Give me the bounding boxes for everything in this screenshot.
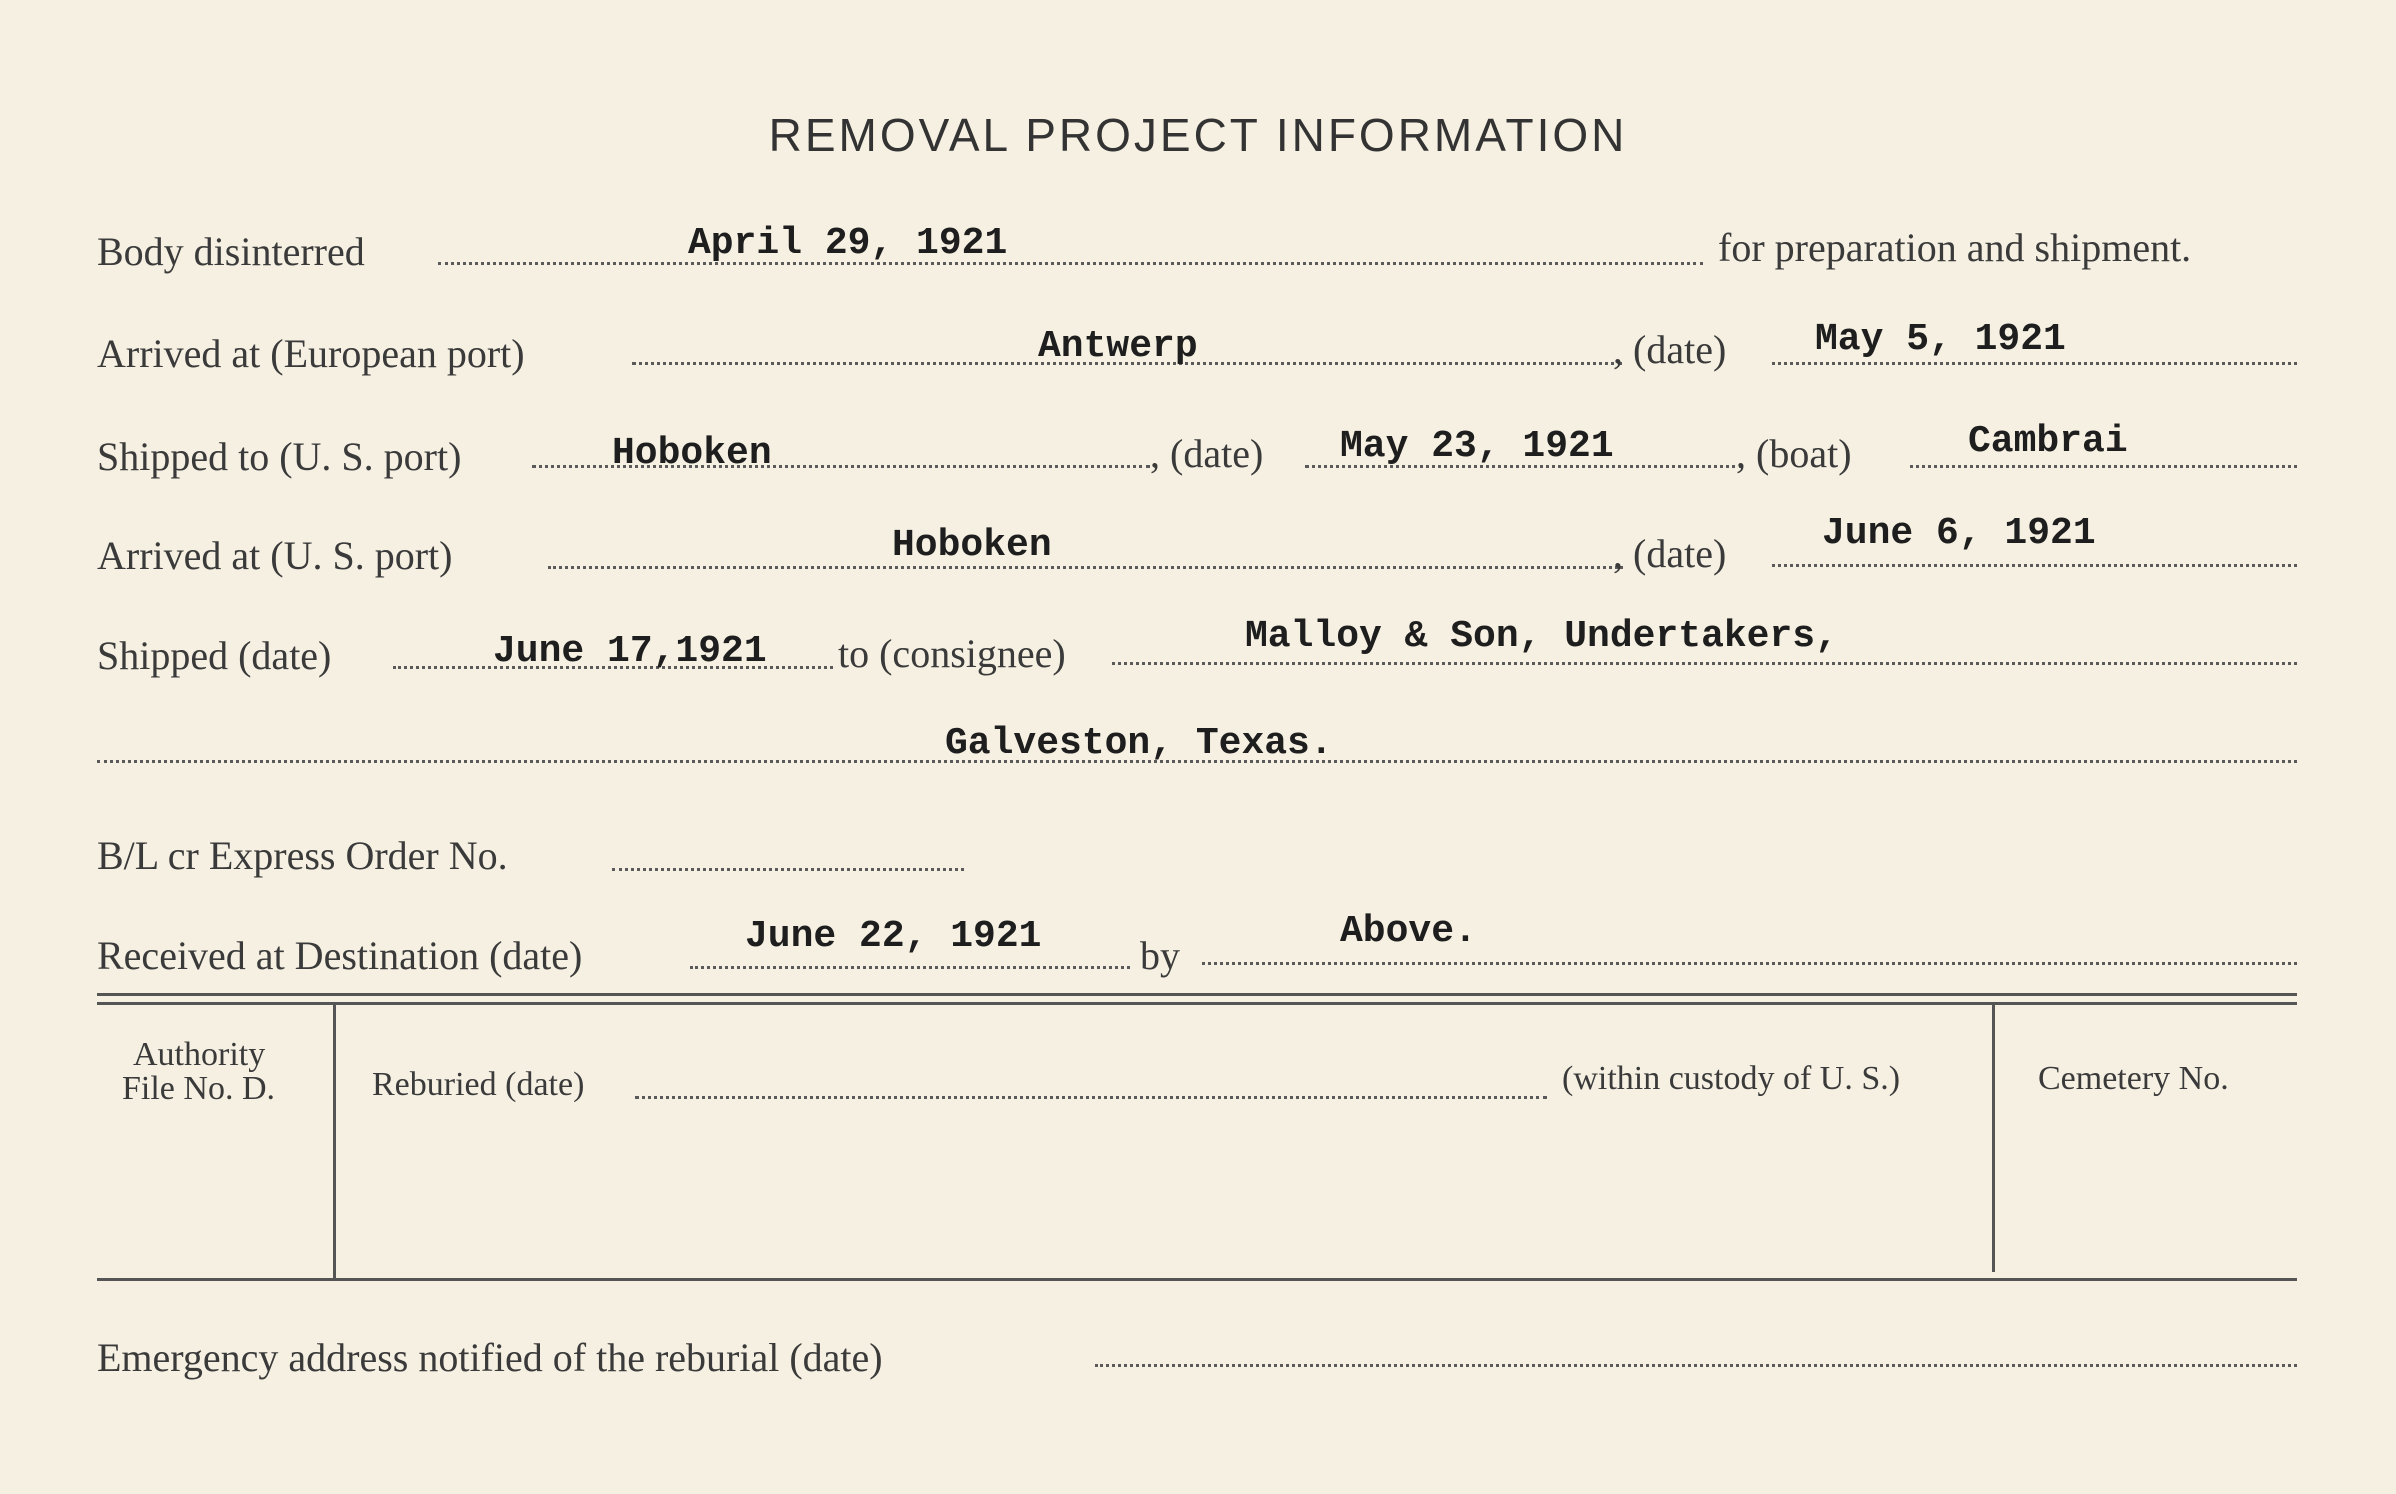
shipped-us-boat: Cambrai <box>1968 420 2128 463</box>
shipped-date-value: June 17,1921 <box>493 630 767 673</box>
consignee-value-1: Malloy & Son, Undertakers, <box>1245 615 1838 658</box>
shipped-us-date-label: , (date) <box>1150 431 1264 476</box>
shipped-us-date: May 23, 1921 <box>1340 425 1614 468</box>
shipped-us-label: Shipped to (U. S. port) <box>97 434 462 479</box>
shipped-us-port: Hoboken <box>612 432 772 475</box>
reburied-line <box>635 1096 1547 1099</box>
arrived-us-port-line <box>548 566 1623 569</box>
table-top-rule-2 <box>97 1002 2297 1005</box>
arrived-european-date: May 5, 1921 <box>1815 318 2066 361</box>
body-disinterred-value: April 29, 1921 <box>688 222 1008 265</box>
shipped-date-label: Shipped (date) <box>97 633 332 678</box>
authority-label-2: File No. D. <box>122 1070 275 1107</box>
table-top-rule <box>97 993 2297 996</box>
arrived-european-port: Antwerp <box>1038 325 1198 368</box>
received-date-line <box>690 966 1130 969</box>
custody-label: (within custody of U. S.) <box>1562 1060 1901 1097</box>
table-divider-left <box>333 1004 336 1280</box>
arrived-european-date-label: , (date) <box>1613 327 1727 372</box>
reburied-label: Reburied (date) <box>372 1066 585 1103</box>
received-by-label: by <box>1140 933 1180 978</box>
emergency-line <box>1095 1364 2297 1367</box>
shipped-us-boat-line <box>1910 465 2297 468</box>
emergency-label: Emergency address notified of the reburial (date) <box>97 1335 883 1380</box>
consignee-line-1 <box>1112 662 2297 665</box>
consignee-value-2: Galveston, Texas. <box>945 722 1333 765</box>
table-bottom-rule <box>97 1278 2297 1281</box>
authority-label-1: Authority <box>133 1036 266 1073</box>
arrived-us-date-label: , (date) <box>1613 531 1727 576</box>
card-title: REMOVAL PROJECT INFORMATION <box>768 109 1628 161</box>
arrived-us-date: June 6, 1921 <box>1822 512 2096 555</box>
arrived-us-date-line <box>1772 564 2297 567</box>
cemetery-label: Cemetery No. <box>2038 1060 2229 1097</box>
received-by: Above. <box>1340 910 1477 953</box>
body-disinterred-line <box>438 262 1703 265</box>
shipped-us-boat-label: , (boat) <box>1736 431 1852 476</box>
received-by-line <box>1202 962 2297 965</box>
table-divider-right <box>1992 1004 1995 1272</box>
body-disinterred-suffix: for preparation and shipment. <box>1718 225 2192 270</box>
body-disinterred-label: Body disinterred <box>97 229 365 274</box>
consignee-label: to (consignee) <box>838 631 1066 676</box>
bl-order-label: B/L cr Express Order No. <box>97 833 508 878</box>
bl-order-line <box>612 868 964 871</box>
received-label: Received at Destination (date) <box>97 933 583 978</box>
arrived-us-label: Arrived at (U. S. port) <box>97 533 453 578</box>
arrived-european-date-line <box>1772 362 2297 365</box>
arrived-us-port: Hoboken <box>892 524 1052 567</box>
arrived-european-label: Arrived at (European port) <box>97 331 525 376</box>
received-date: June 22, 1921 <box>745 915 1042 958</box>
